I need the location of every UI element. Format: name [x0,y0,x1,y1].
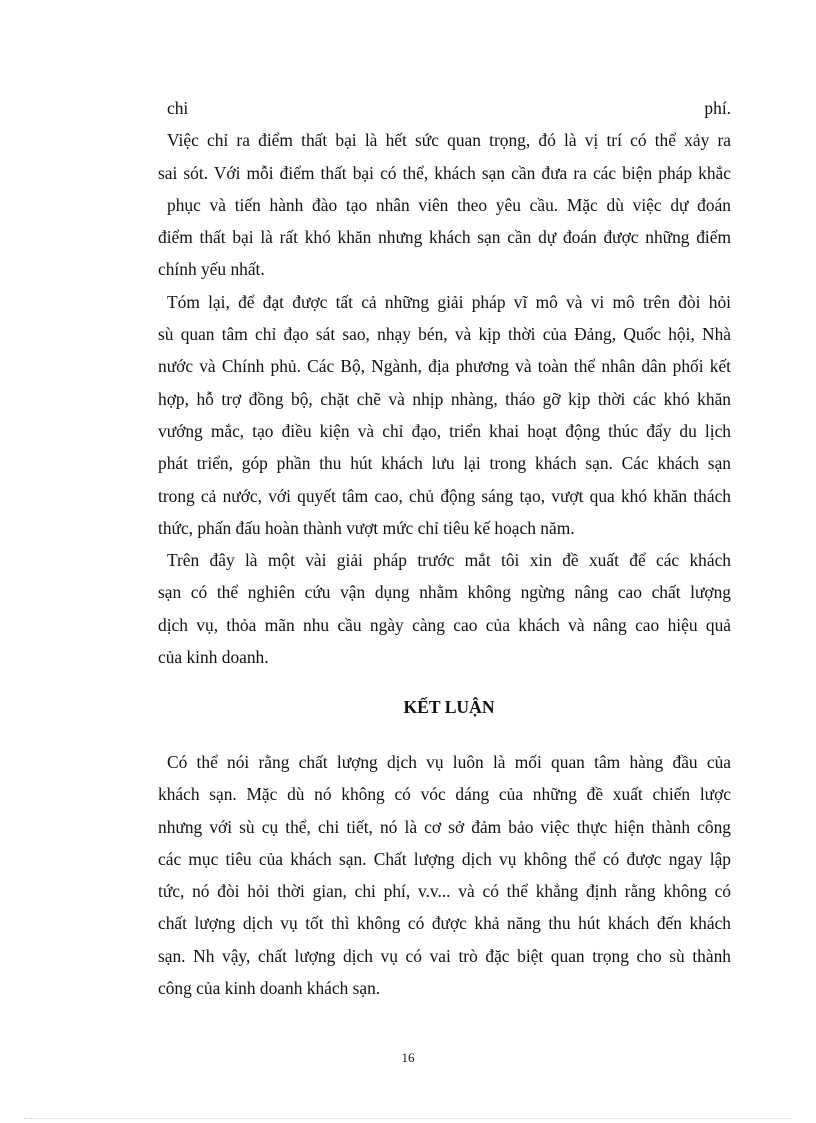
text-line: Có thể nói rằng chất lượng dịch vụ luôn là mối quan tâm hàng đầu của [167,752,731,772]
text-line: Việc chỉ ra điểm thất bại là hết sức quan trọng, đó là vị trí có thể xảy ra [167,130,731,151]
page-bottom-divider [24,1118,792,1119]
page-number: 16 [401,1050,415,1065]
top-line-left: chi [167,98,189,118]
section-heading: KẾT LUẬN [403,697,495,717]
paragraph-proposal [158,544,731,673]
text-line: tức, nó đòi hỏi thời gian, chi phí, v.v... và có thể khẳng định rằng không có [158,881,731,902]
text-line: điểm thất bại là rất khó khăn nhưng khách sạn cần dự đoán được những điểm [158,227,731,248]
text-line: khách sạn. Mặc dù nó không có vóc dáng của những đề xuất chiến lược [158,784,731,805]
text-line: nước và Chính phủ. Các Bộ, Ngành, địa phương và toàn thể nhân dân phối kết [158,356,731,377]
text-line: công của kinh doanh khách sạn. [158,978,381,999]
paragraph-summary [158,286,731,544]
text-line: phục và tiến hành đào tạo nhân viên theo yêu cầu. Mặc dù việc dự đoán [167,194,731,215]
paragraph-failure-points [158,124,731,285]
top-line-right: phí. [704,98,731,118]
text-line: phát triển, góp phần thu hút khách lưu lại trong khách sạn. Các khách sạn [158,453,731,474]
text-line: thức, phấn đấu hoàn thành vượt mức chỉ tiêu kế hoạch năm. [158,517,575,538]
text-line: sai sót. Với mỗi điểm thất bại có thể, khách sạn cần đưa ra các biện pháp khắc [158,162,731,183]
line-top [167,92,731,124]
text-line: Trên đây là một vài giải pháp trước mắt tôi xin đề xuất để các khách [167,550,731,571]
text-line: trong cả nước, với quyết tâm cao, chủ động sáng tạo, vượt qua khó khăn thách [158,485,731,506]
text-line: của kinh doanh. [158,647,269,668]
text-line: sạn có thể nghiên cứu vận dụng nhằm không ngừng nâng cao chất lượng [158,582,731,603]
text-line: chất lượng dịch vụ tốt thì không có được khả năng thu hút khách đến khách [158,913,731,934]
body-text-top [158,92,731,673]
text-line: nhưng với sù cụ thể, chi tiết, nó là cơ sở đảm bảo việc thực hiện thành công [158,816,731,837]
conclusion-paragraph [158,746,731,1004]
text-line: chính yếu nhất. [158,259,265,280]
text-line: vướng mắc, tạo điều kiện và chỉ đạo, triển khai hoạt động thúc đẩy du lịch [158,420,731,441]
text-line: dịch vụ, thỏa mãn nhu cầu ngày càng cao của khách và nâng cao hiệu quả [158,614,731,635]
text-line: các mục tiêu của khách sạn. Chất lượng dịch vụ không thể có được ngay lập [158,848,731,869]
text-line: sù quan tâm chỉ đạo sát sao, nhạy bén, và kịp thời của Đảng, Quốc hội, Nhà [158,324,731,345]
text-line: sạn. Nh vậy, chất lượng dịch vụ có vai trò đặc biệt quan trọng cho sù thành [158,945,731,966]
text-line: Tóm lại, để đạt được tất cả những giải pháp vĩ mô và vi mô trên đòi hỏi [167,291,731,312]
text-line: hợp, hỗ trợ đồng bộ, chặt chẽ và nhịp nhàng, tháo gỡ kịp thời các khó khăn [158,388,731,409]
